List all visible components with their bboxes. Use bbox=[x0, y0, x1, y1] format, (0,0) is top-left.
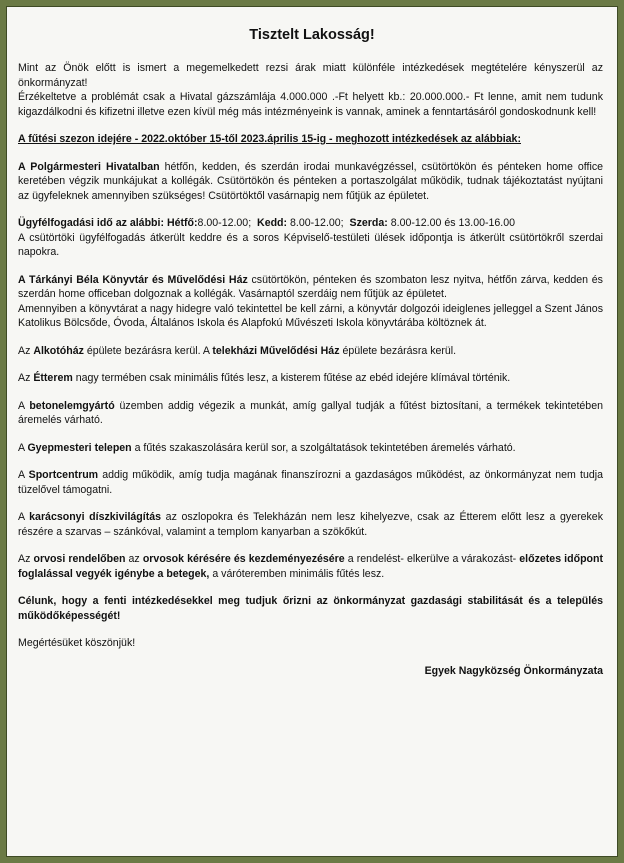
ugyfel-tue: 8.00-12.00; bbox=[290, 217, 344, 229]
signature: Egyek Nagyközség Önkormányzata bbox=[424, 664, 603, 677]
goal-paragraph bbox=[18, 594, 603, 623]
orvos-name: orvosi rendelőben bbox=[33, 553, 126, 565]
ugyfel-wed-label: Szerda: bbox=[349, 217, 388, 229]
orvos-pre: Az bbox=[18, 553, 34, 565]
alkotohaz-mid: épülete bezárásra kerül. A bbox=[83, 344, 213, 357]
orvos-name-3: előzetes időpont foglalással vegyék igénybe a betegek, bbox=[18, 553, 604, 580]
season-heading: A fűtési szezon idejére - 2022.október 15-től 2023.április 15-ig - meghozott intézkedések az alábbiak: bbox=[18, 133, 521, 145]
hivatal-name: A Polgármesteri Hivatalban bbox=[18, 160, 160, 173]
intro-paragraph-2: Érzékeltetve a problémát csak a Hivatal gázszámlája 4.000.000 .-Ft helyett kb.: 20.000.000.- Ft lenne, amit nem tudunk kigazdálkodni és kifizetni illetve ezen kívül még más intézményeink is vannak, aminek a fenntartásáról gondoskodnunk kell! bbox=[18, 91, 603, 118]
alkotohaz-name: Alkotóház bbox=[33, 344, 84, 357]
gyep-pre: A bbox=[18, 441, 28, 454]
orvos-name-2: orvosok kérésére és kezdeményezésére bbox=[142, 553, 345, 565]
sport-post: addig működik, amíg tudja magának finanszírozni a gazdaságos működést, az önkormányzat nem tudja tüzelővel támogatni. bbox=[18, 469, 603, 496]
ugyfel-mon: 8.00-12.00; bbox=[197, 217, 252, 229]
orvos-mid: az bbox=[125, 553, 143, 565]
etterem-post: nagy termében csak minimális fűtés lesz, a kisterem fűtése az ebéd idejére klímával történik. bbox=[72, 372, 511, 384]
etterem-name: Étterem bbox=[33, 372, 73, 384]
alkotohaz-post: épülete bezárásra kerül. bbox=[339, 344, 457, 357]
sport-name: Sportcentrum bbox=[28, 469, 99, 481]
telekhaz-name: telekházi Művelődési Ház bbox=[212, 344, 340, 357]
karacsony-post: az oszlopokra és Telekházán nem lesz kihelyezve, csak az Étterem előtt lesz a gyerekek részére a szarvas – szánkóval, valamint a templom kanyarban a szökőkút. bbox=[18, 511, 603, 538]
beton-pre: A bbox=[18, 399, 30, 412]
etterem-paragraph bbox=[18, 371, 603, 386]
konyvtar-text-2: Amennyiben a könyvtárat a nagy hidegre való tekintettel be kell zárni, a könyvtár dolgozói ideiglenes jelleggel a Szent János Katolikus Bölcsőde, Óvoda, Általános Iskola és Alapfokú Művészeti Iskola könyvtárába költöznek át. bbox=[18, 302, 603, 329]
gyep-paragraph bbox=[18, 441, 603, 456]
ugyfel-tue-label: Kedd: bbox=[257, 217, 288, 229]
konyvtar-name: A Tárkányi Béla Könyvtár és Művelődési Ház bbox=[18, 273, 248, 286]
gyep-post: a fűtés szakaszolására kerül sor, a szolgáltatások tekintetében áremelés várható. bbox=[131, 441, 516, 454]
ugyfel-wed: 8.00-12.00 és 13.00-16.00 bbox=[390, 217, 516, 229]
beton-post: üzemben addig végezik a munkát, amíg gallyal tudják a fűtést biztosítani, a termékek tekintetében áremelés várható. bbox=[18, 399, 603, 426]
hivatal-text: hétfőn, kedden, és szerdán irodai munkavégzéssel, csütörtökön és pénteken home office keretében végzik munkájukat a kollégák. Csütörtökön és pénteken a portaszolgálat működik, tudnak tájékoztatást nyújtani az ügyfeleknek amennyiben szükséges! Csütörtöktől vasárnapig nem fűtjük az épületet. bbox=[18, 160, 604, 202]
beton-paragraph bbox=[18, 399, 603, 428]
alkotohaz-paragraph bbox=[18, 344, 603, 359]
ugyfel-label: Ügyfélfogadási idő az alábbi: bbox=[18, 217, 164, 229]
karacsony-name: karácsonyi díszkivilágítás bbox=[29, 511, 162, 523]
alkotohaz-pre: Az bbox=[18, 344, 34, 357]
intro-paragraph-1: Mint az Önök előtt is ismert a megemelkedett rezsi árak miatt különféle intézkedések megtételére kényszerül az önkormányzat! bbox=[18, 62, 603, 89]
ugyfel-paragraph bbox=[18, 216, 603, 260]
notice-panel bbox=[6, 6, 618, 857]
konyvtar-text: csütörtökön, pénteken és szombaton lesz nyitva, hétfőn zárva, kedden és szerdán home officeban dolgoznak a kollégák. Vasárnaptól szerdáig nem fűtjük az épületet. bbox=[18, 273, 603, 300]
sport-pre: A bbox=[18, 469, 29, 481]
orvos-post: a váróteremben minimális fűtés lesz. bbox=[209, 567, 385, 580]
goal-text: Célunk, hogy a fenti intézkedésekkel meg tudjuk őrizni az önkormányzat gazdasági stabilitását és a település működőképességét! bbox=[18, 595, 603, 622]
page-title: Tisztelt Lakosság! bbox=[249, 27, 375, 43]
gyep-name: Gyepmesteri telepen bbox=[27, 441, 132, 454]
ugyfel-text: A csütörtöki ügyfélfogadás átkerült keddre és a soros Képviselő-testületi ülések időpontja is átkerült csütörtökről szerdai napokra. bbox=[18, 231, 603, 258]
konyvtar-paragraph bbox=[18, 273, 603, 331]
notice-body bbox=[18, 61, 603, 678]
hivatal-paragraph bbox=[18, 160, 603, 204]
karacsony-paragraph bbox=[18, 510, 603, 539]
thanks-paragraph: Megértésüket köszönjük! bbox=[18, 637, 136, 649]
karacsony-pre: A bbox=[18, 511, 30, 523]
orvos-paragraph bbox=[18, 552, 603, 581]
etterem-pre: Az bbox=[18, 372, 34, 384]
orvos-mid-2: a rendelést- elkerülve a várakozást- bbox=[344, 553, 520, 565]
beton-name: betonelemgyártó bbox=[29, 399, 115, 412]
ugyfel-mon-label: Hétfő: bbox=[166, 217, 198, 229]
sport-paragraph bbox=[18, 468, 603, 497]
